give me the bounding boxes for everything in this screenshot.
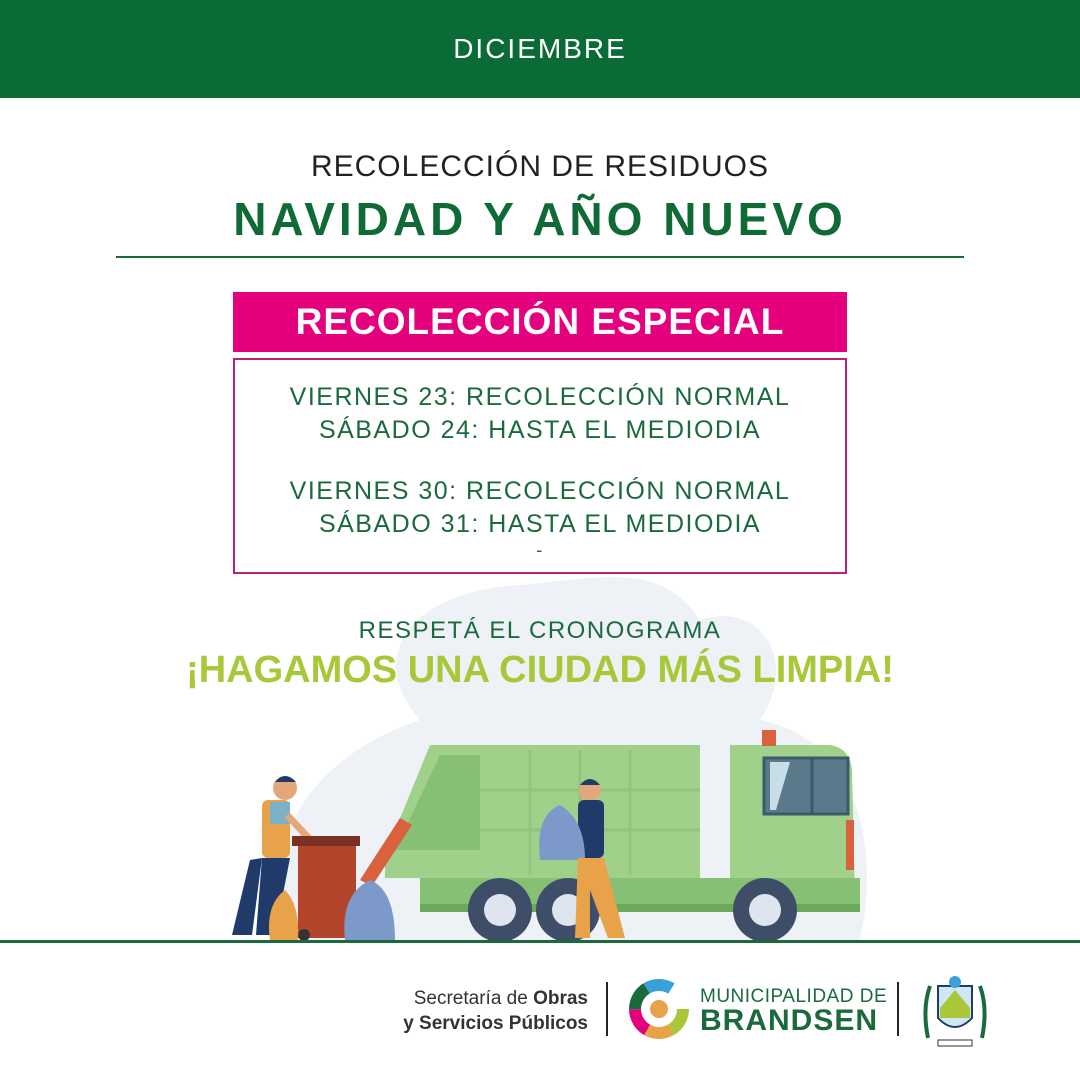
ground-line: [0, 940, 1080, 943]
municipality-name: BRANDSEN: [700, 1004, 879, 1037]
schedule-line: VIERNES 23: RECOLECCIÓN NORMAL: [289, 383, 791, 411]
secretaria-text: Secretaría de: [413, 988, 534, 1009]
footer-separator: [606, 982, 608, 1036]
municipality-small-label: MUNICIPALIDAD DE: [700, 986, 888, 1007]
schedule-line: VIERNES 30: RECOLECCIÓN NORMAL: [289, 477, 791, 505]
secretaria-line2: y Servicios Públicos: [403, 1013, 588, 1034]
month-title: DICIEMBRE: [453, 33, 627, 64]
municipality-logo-icon: [627, 977, 691, 1041]
headline-title: NAVIDAD Y AÑO NUEVO: [233, 193, 847, 245]
schedule-line: SÁBADO 31: HASTA EL MEDIODIA: [318, 510, 762, 538]
special-collection-label: RECOLECCIÓN ESPECIAL: [233, 292, 847, 352]
secretaria-label: [388, 986, 588, 1036]
cta-slogan: ¡HAGAMOS UNA CIUDAD MÁS LIMPIA!: [186, 649, 894, 691]
footer-separator: [897, 982, 899, 1036]
secretaria-bold-text: Obras: [533, 988, 588, 1009]
cta-subtitle: RESPETÁ EL CRONOGRAMA: [358, 617, 722, 644]
kicker-title: RECOLECCIÓN DE RESIDUOS: [310, 150, 770, 183]
schedule-line: SÁBADO 24: HASTA EL MEDIODIA: [318, 416, 762, 444]
city-crest-icon: [920, 968, 990, 1050]
schedule-dash: -: [536, 540, 544, 560]
